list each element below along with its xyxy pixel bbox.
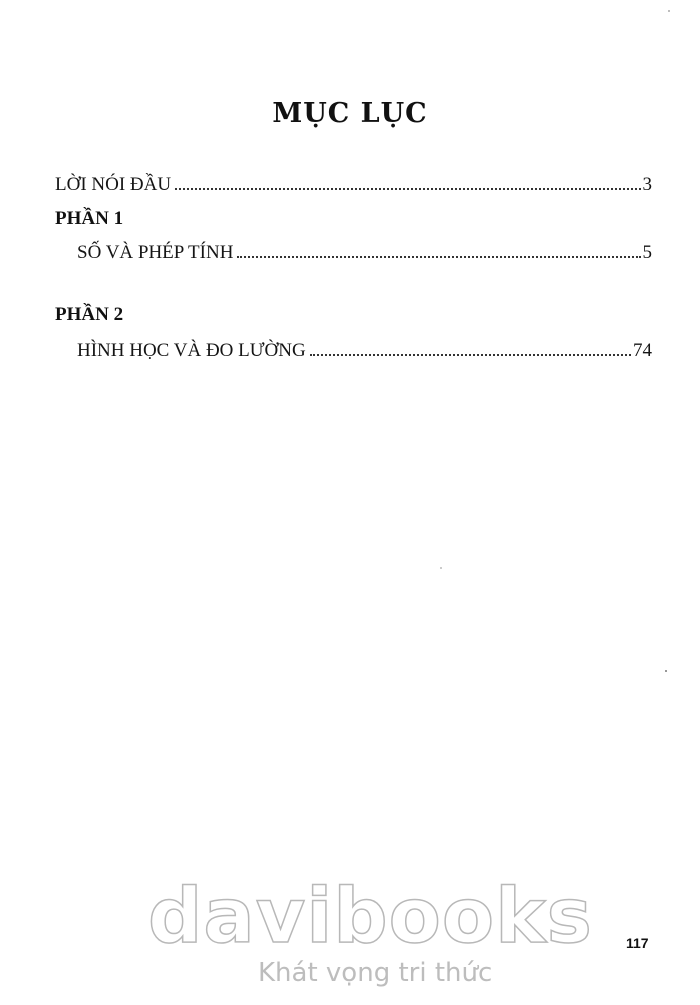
part-heading-1: PHẦN 1 [55,208,124,229]
dot-leader [175,188,640,190]
dot-leader [310,354,631,356]
toc-entry-page: 3 [642,174,652,195]
toc-entry-label: SỐ VÀ PHÉP TÍNH [77,242,234,263]
scan-speck [668,10,670,12]
watermark-logo: davibooks [148,871,593,960]
toc-entry-preface[interactable] [55,174,652,196]
scan-speck [665,670,667,672]
scan-speck [440,567,442,569]
watermark-tagline: Khát vọng tri thức [258,958,493,988]
toc-entry-page: 74 [633,340,652,361]
toc-entry-label: HÌNH HỌC VÀ ĐO LƯỜNG [77,340,306,361]
toc-entry-label: LỜI NÓI ĐẦU [55,174,172,195]
dot-leader [237,256,640,258]
page-title: MỤC LỤC [272,98,428,129]
toc-entry-part-2[interactable] [77,340,652,362]
page-number: 117 [626,935,649,951]
part-heading-2: PHẦN 2 [55,304,124,325]
toc-entry-part-1[interactable] [77,242,652,264]
toc-entry-page: 5 [642,242,652,263]
